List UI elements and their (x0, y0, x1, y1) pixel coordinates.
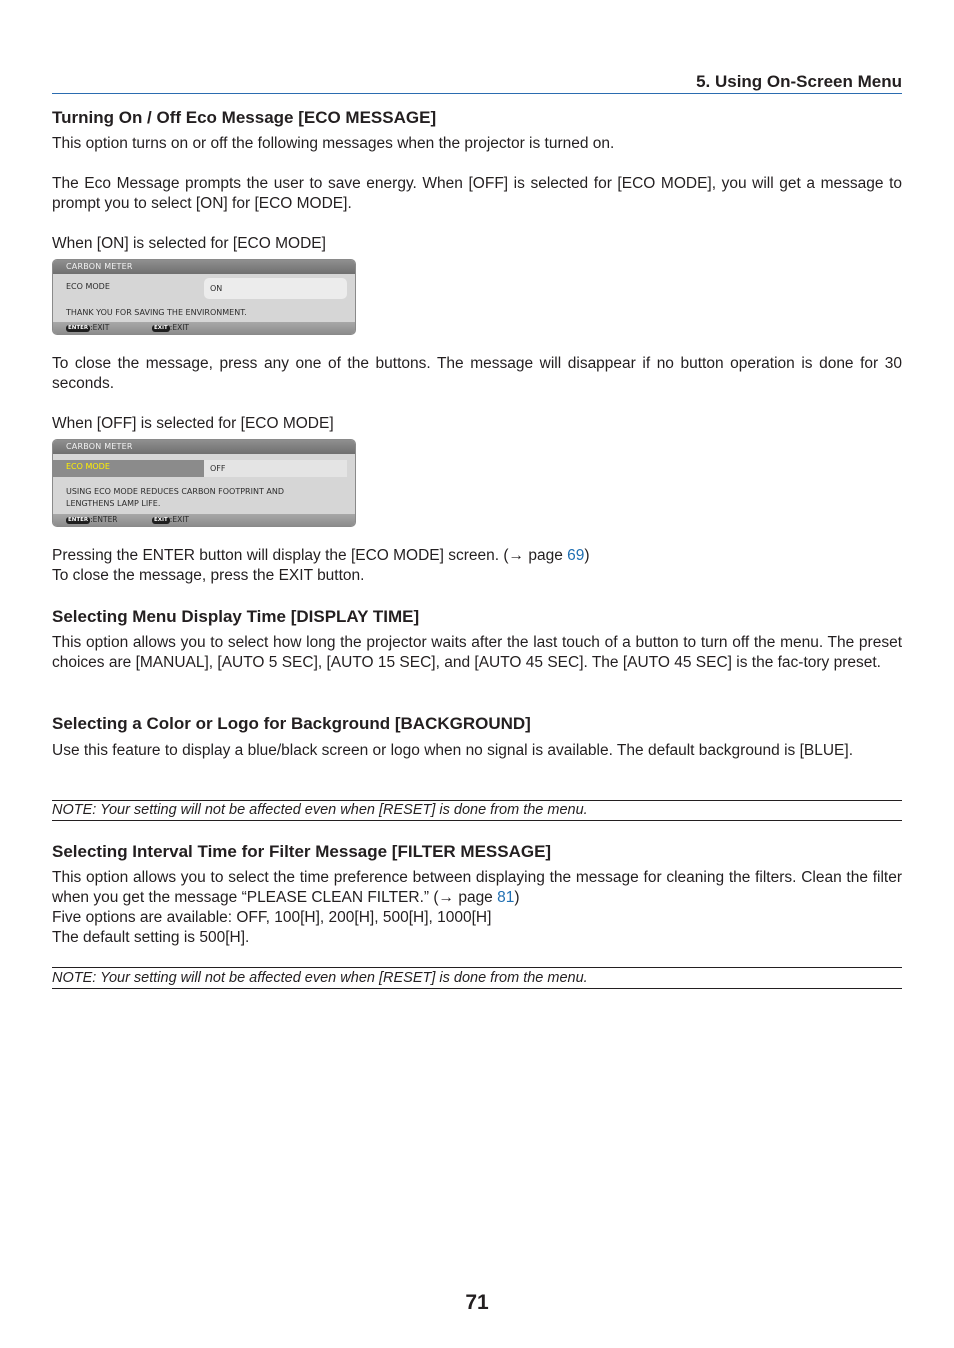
background-body: Use this feature to display a blue/black screen or logo when no signal is available. The default background is [BLUE]. (52, 742, 854, 759)
enter-key-icon: ENTER (68, 516, 89, 523)
note-rule-top (52, 967, 902, 968)
filter-message-body: This option allows you to select the time preference between displaying the message for cleaning the filters. Clean the filter when you get the message “PLEASE CLEAN FILTER.” (→ page 81) (52, 869, 902, 906)
osd-title: CARBON METER (53, 260, 355, 274)
filter-message-heading: Selecting Interval Time for Filter Message [FILTER MESSAGE] (52, 842, 552, 861)
exit-key-icon: EXIT (154, 324, 168, 331)
osd-message-line2: LENGTHENS LAMP LIFE. (66, 499, 161, 508)
page-number: 71 (465, 1291, 489, 1314)
enter-action: :ENTER (90, 515, 118, 524)
background-heading: Selecting a Color or Logo for Background [BACKGROUND] (52, 714, 531, 733)
eco-on-osd-panel (52, 259, 356, 335)
osd-message: THANK YOU FOR SAVING THE ENVIRONMENT. (66, 308, 247, 317)
filter-options: Five options are available: OFF, 100[H], 200[H], 500[H], 1000[H] (52, 909, 492, 926)
page-81-link[interactable]: 81 (497, 889, 515, 906)
enter-key-icon: ENTER (68, 324, 89, 331)
enter-action: :EXIT (90, 323, 110, 332)
eco-mode-row (53, 274, 355, 300)
on-caption: When [ON] is selected for [ECO MODE] (52, 235, 326, 252)
note-rule-bottom (52, 820, 902, 821)
chapter-title: 5. Using On-Screen Menu (696, 72, 902, 91)
display-time-heading: Selecting Menu Display Time [DISPLAY TIME] (52, 607, 420, 626)
eco-message-paragraph: The Eco Message prompts the user to save energy. When [OFF] is selected for [ECO MODE], you will get a message to prompt you to select [ON] for [ECO MODE]. (52, 175, 902, 212)
eco-mode-value: OFF (204, 460, 347, 477)
exit-action: :EXIT (169, 323, 189, 332)
exit-action: :EXIT (169, 515, 189, 524)
eco-message-intro: This option turns on or off the following messages when the projector is turned on. (52, 135, 615, 152)
note-rule-bottom (52, 988, 902, 989)
header-rule (52, 93, 902, 94)
osd-message-line1: USING ECO MODE REDUCES CARBON FOOTPRINT AND (66, 487, 284, 496)
osd-title: CARBON METER (53, 440, 355, 454)
osd-footer (53, 322, 355, 334)
display-time-body: This option allows you to select how long the projector waits after the last touch of a button to turn off the menu. The preset choices are [MANUAL], [AUTO 5 SEC], [AUTO 15 SEC], and [AUTO 45 SEC]. The [AUTO 45 SEC] is the fac-tory preset. (52, 634, 902, 671)
eco-mode-label: ECO MODE (66, 462, 110, 471)
close-message-paragraph: To close the message, press any one of the buttons. The message will disappear if no button operation is done for 30 seconds. (52, 355, 902, 392)
eco-mode-row (53, 454, 355, 480)
pressing-enter-paragraph: Pressing the ENTER button will display the [ECO MODE] screen. (→ page 69) (52, 547, 590, 564)
eco-mode-label: ECO MODE (66, 282, 110, 291)
osd-footer (53, 514, 355, 526)
background-note: NOTE: Your setting will not be affected even when [RESET] is done from the menu. (52, 802, 588, 818)
page-69-link[interactable]: 69 (567, 547, 585, 564)
filter-note: NOTE: Your setting will not be affected even when [RESET] is done from the menu. (52, 970, 588, 986)
off-caption: When [OFF] is selected for [ECO MODE] (52, 415, 334, 432)
close-exit-paragraph: To close the message, press the EXIT button. (52, 567, 365, 584)
exit-key-icon: EXIT (154, 516, 168, 523)
eco-mode-value: ON (204, 278, 347, 299)
filter-default: The default setting is 500[H]. (52, 929, 250, 946)
eco-message-heading: Turning On / Off Eco Message [ECO MESSAGE] (52, 108, 437, 127)
eco-off-osd-panel (52, 439, 356, 527)
